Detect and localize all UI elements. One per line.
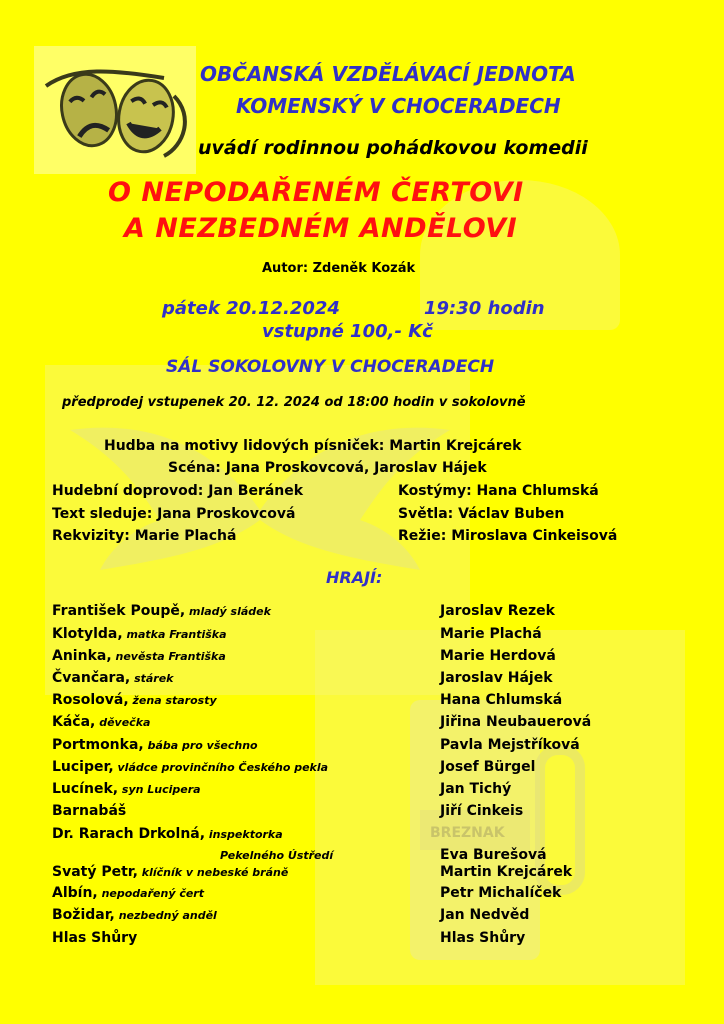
cast-role-description: klíčník v nebeské bráně <box>137 866 289 879</box>
cast-role-description: nezbedný anděl <box>114 909 217 922</box>
cast-role-name: Portmonka, <box>52 737 144 753</box>
cast-role-name: Svatý Petr, <box>52 864 138 880</box>
play-title-line1: O NEPODAŘENÉM ČERTOVI <box>108 177 524 208</box>
cast-role-description: žena starosty <box>128 694 217 707</box>
cast-actor: Jaroslav Rezek <box>440 603 555 619</box>
cast-role-name: Hlas Shůry <box>52 930 138 946</box>
credit-right-3: Režie: Miroslava Cinkeisová <box>398 528 618 544</box>
cast-actor: Marie Plachá <box>440 626 542 642</box>
cast-role <box>220 847 333 863</box>
cast-heading: HRAJÍ: <box>326 568 383 587</box>
cast-role-name: Luciper, <box>52 759 114 775</box>
cast-actor: Marie Herdová <box>440 648 556 664</box>
cast-actor: Jaroslav Hájek <box>440 670 553 686</box>
cast-actor: Jiří Cinkeis <box>440 803 524 819</box>
cast-role <box>52 692 217 708</box>
cast-role-name: Albín, <box>52 885 98 901</box>
cast-role <box>52 803 126 819</box>
cast-role <box>52 864 288 880</box>
cast-role-description: nevěsta Františka <box>111 650 226 663</box>
credit-right-2: Světla: Václav Buben <box>398 506 565 522</box>
cast-role-name: Barnabáš <box>52 803 127 819</box>
cast-role <box>52 759 328 775</box>
cast-actor: Petr Michalíček <box>440 885 562 901</box>
cast-role-name: František Poupě, <box>52 603 186 619</box>
cast-role-name: Klotylda, <box>52 626 123 642</box>
credit-left-3: Rekvizity: Marie Plachá <box>52 528 237 544</box>
cast-role-description: mladý sládek <box>185 605 271 618</box>
cast-role-description: stárek <box>130 672 174 685</box>
cast-role <box>52 781 201 797</box>
cast-role-description: Pekelného Ústředí <box>220 849 334 862</box>
org-name-line2: KOMENSKÝ V CHOCERADECH <box>236 94 561 118</box>
event-entry: vstupné 100,- Kč <box>262 321 433 342</box>
cast-role-description: bába pro všechno <box>143 739 258 752</box>
cast-role <box>52 648 226 664</box>
cast-role-name: Aninka, <box>52 648 112 664</box>
intro-text: uvádí rodinnou pohádkovou komedii <box>198 137 588 159</box>
org-name-line1: OBČANSKÁ VZDĚLÁVACÍ JEDNOTA <box>200 62 576 86</box>
event-date: pátek 20.12.2024 <box>162 298 340 319</box>
cast-role-description: matka Františka <box>122 628 227 641</box>
cast-role-description: vládce provinčního Českého pekla <box>113 761 329 774</box>
cast-role-name: Rosolová, <box>52 692 129 708</box>
event-venue: SÁL SOKOLOVNY V CHOCERADECH <box>166 357 495 377</box>
cast-role-description: nepodařený čert <box>97 887 204 900</box>
event-time: 19:30 hodin <box>424 298 545 319</box>
cast-role-name: Dr. Rarach Drkolná, <box>52 826 206 842</box>
cast-actor: Jiřina Neubauerová <box>440 714 592 730</box>
play-title-line2: A NEZBEDNÉM ANDĚLOVI <box>124 213 518 244</box>
cast-role-description: děvečka <box>95 716 151 729</box>
cast-role-description: inspektorka <box>205 828 283 841</box>
cast-actor: Eva Burešová <box>440 847 547 863</box>
cast-role <box>52 930 137 946</box>
cast-role <box>52 826 283 842</box>
cast-role-name: Čvančara, <box>52 670 131 686</box>
credit-music: Hudba na motivy lidových písniček: Martin Krejcárek <box>104 438 522 454</box>
theater-masks-icon <box>34 46 196 174</box>
cast-role-name: Lucínek, <box>52 781 119 797</box>
credit-left-1: Hudební doprovod: Jan Beránek <box>52 483 304 499</box>
cast-role-name: Božidar, <box>52 907 115 923</box>
cast-actor: Pavla Mejstříková <box>440 737 580 753</box>
author: Autor: Zdeněk Kozák <box>262 261 416 276</box>
wings-icon <box>60 400 460 600</box>
cast-role-name: Káča, <box>52 714 96 730</box>
cast-actor: Jan Nedvěd <box>440 907 530 923</box>
beer-label: BREZNAK <box>430 825 505 841</box>
cast-actor: Martin Krejcárek <box>440 864 573 880</box>
credit-scene: Scéna: Jana Proskovcová, Jaroslav Hájek <box>168 460 487 476</box>
cast-role <box>52 714 150 730</box>
cast-actor: Jan Tichý <box>440 781 512 797</box>
cast-role <box>52 885 204 901</box>
credit-left-2: Text sleduje: Jana Proskovcová <box>52 506 296 522</box>
cast-role <box>52 603 271 619</box>
masks-logo <box>34 46 196 174</box>
cast-actor: Josef Bürgel <box>440 759 536 775</box>
cast-role <box>52 907 217 923</box>
cast-role-description: syn Lucipera <box>118 783 201 796</box>
cast-role <box>52 626 227 642</box>
presale-info: předprodej vstupenek 20. 12. 2024 od 18:00 hodin v sokolovně <box>62 395 526 410</box>
cast-actor: Hlas Shůry <box>440 930 526 946</box>
cast-role <box>52 737 258 753</box>
credit-right-1: Kostýmy: Hana Chlumská <box>398 483 599 499</box>
cast-actor: Hana Chlumská <box>440 692 563 708</box>
cast-role <box>52 670 174 686</box>
